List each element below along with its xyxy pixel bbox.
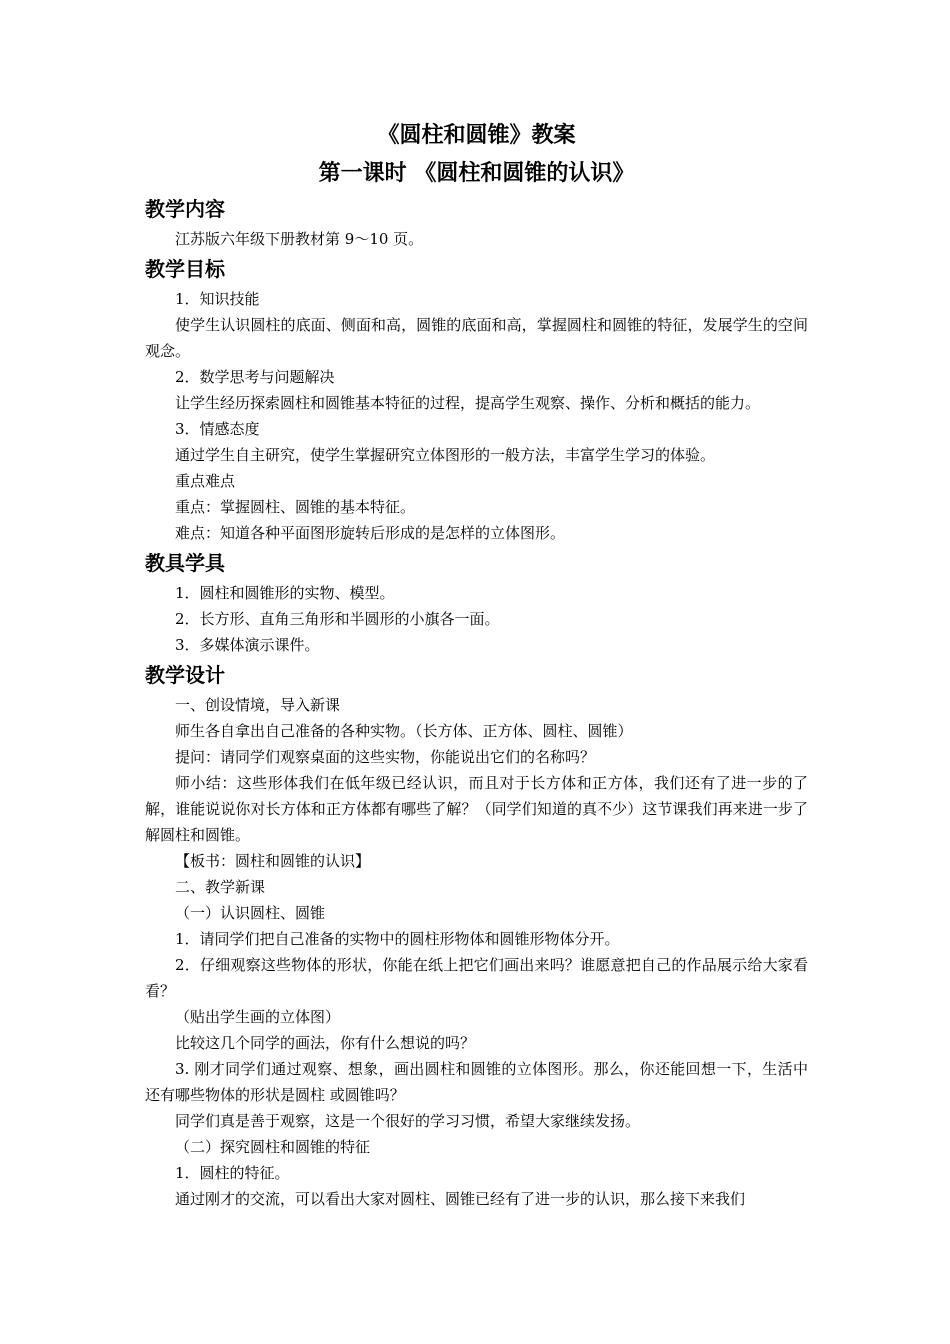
paragraph: 让学生经历探索圆柱和圆锥基本特征的过程，提高学生观察、操作、分析和概括的能力。: [175, 394, 761, 412]
paragraph: 通过学生自主研究，使学生掌握研究立体图形的一般方法，丰富学生学习的体验。: [175, 446, 716, 464]
paragraph: 3. 刚才同学们通过观察、想象，画出圆柱和圆锥的立体图形。那么，你还能回想一下，生活中还有哪些物体的形状是圆柱 或圆锥吗？: [145, 1060, 808, 1104]
paragraph: 师生各自拿出自己准备的各种实物。（长方体、正方体、圆柱、圆锥）: [175, 722, 633, 740]
paragraph: 同学们真是善于观察，这是一个很好的学习习惯，希望大家继续发扬。: [175, 1112, 641, 1130]
paragraph: 2．长方形、直角三角形和半圆形的小旗各一面。: [175, 610, 500, 628]
paragraph: 1．知识技能: [175, 290, 260, 308]
section-heading-tools: 教具学具: [145, 551, 225, 575]
paragraph: 江苏版六年级下册教材第 9～10 页。: [175, 230, 424, 248]
paragraph: 二、教学新课: [175, 878, 266, 896]
paragraph: 师小结：这些形体我们在低年级已经认识，而且对于长方体和正方体，我们还有了进一步的了解，谁能说说你对长方体和正方体都有哪些了解？（同学们知道的真不少）这节课我们再来进一步了解圆柱和圆锥。: [145, 774, 808, 844]
paragraph: 1．请同学们把自己准备的实物中的圆柱形物体和圆锥形物体分开。: [175, 930, 620, 948]
document-subtitle: 第一课时 《圆柱和圆锥的认识》: [318, 161, 635, 186]
paragraph: 2．数学思考与问题解决: [175, 368, 335, 386]
document-page: [145, 118, 808, 1212]
paragraph: 【板书：圆柱和圆锥的认识】: [175, 852, 371, 870]
paragraph: 重点：掌握圆柱、圆锥的基本特征。: [175, 498, 416, 516]
paragraph: 一、创设情境，导入新课: [175, 696, 341, 714]
paragraph: 比较这几个同学的画法，你有什么想说的吗？: [175, 1034, 476, 1052]
paragraph: 1．圆柱的特征。: [175, 1164, 290, 1182]
section-heading-goals: 教学目标: [145, 257, 225, 281]
paragraph: （一）认识圆柱、圆锥: [175, 904, 326, 922]
paragraph: 2．仔细观察这些物体的形状，你能在纸上把它们画出来吗？谁愿意把自己的作品展示给大家看看？: [145, 956, 808, 1000]
paragraph: 3．情感态度: [175, 420, 260, 438]
section-heading-design: 教学设计: [145, 663, 225, 687]
paragraph: 提问：请同学们观察桌面的这些实物，你能说出它们的名称吗？: [175, 748, 596, 766]
paragraph: （二）探究圆柱和圆锥的特征: [175, 1138, 371, 1156]
paragraph: 3．多媒体演示课件。: [175, 636, 320, 654]
paragraph: 重点难点: [175, 472, 236, 490]
paragraph: 1．圆柱和圆锥形的实物、模型。: [175, 584, 395, 602]
paragraph: 使学生认识圆柱的底面、侧面和高，圆锥的底面和高，掌握圆柱和圆锥的特征，发展学生的空间观念。: [145, 316, 808, 360]
paragraph: 通过刚才的交流，可以看出大家对圆柱、圆锥已经有了进一步的认识，那么接下来我们: [175, 1190, 746, 1208]
document-title: 《圆柱和圆锥》教案: [377, 123, 576, 148]
paragraph: （贴出学生画的立体图）: [175, 1008, 341, 1026]
paragraph: 难点：知道各种平面图形旋转后形成的是怎样的立体图形。: [175, 524, 566, 542]
section-heading-content: 教学内容: [145, 197, 225, 221]
